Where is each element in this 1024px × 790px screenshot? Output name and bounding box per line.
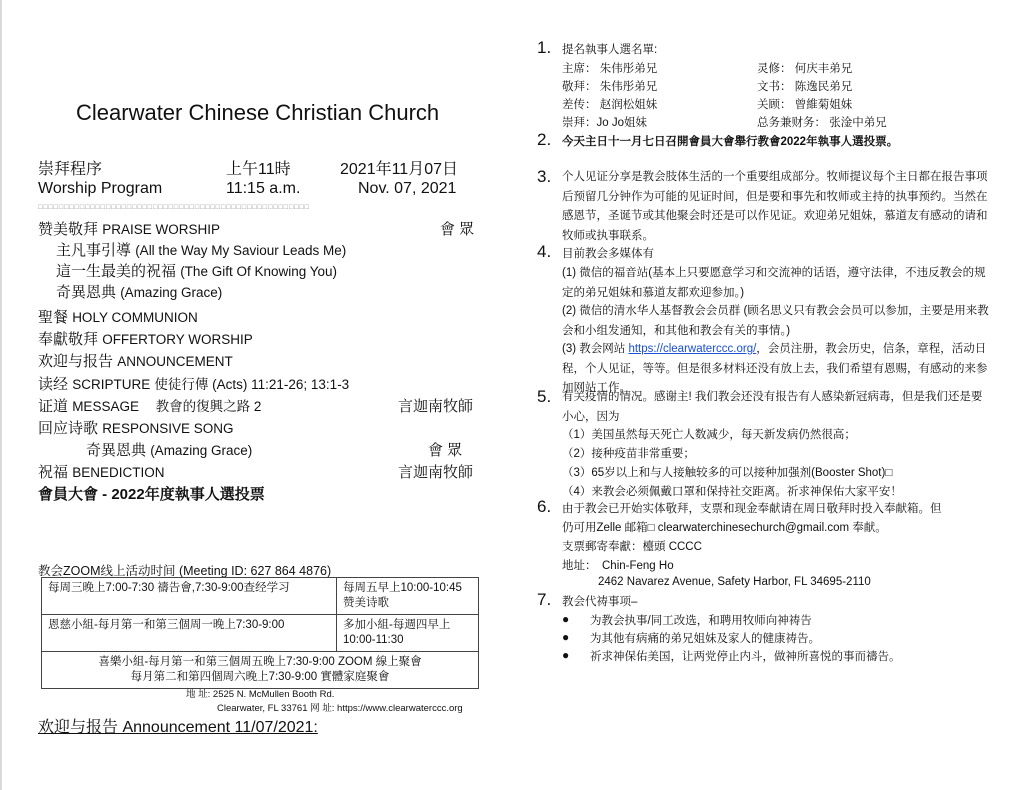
item-number: 5. bbox=[537, 387, 552, 406]
program-title-cn: 崇拜程序 bbox=[38, 161, 103, 178]
covid-point: （3）65岁以上和与人接触较多的可以接种加强剂(Booster Shot)□ bbox=[562, 467, 893, 479]
mail-address-street: 2462 Navarez Avenue, Safety Harbor, FL 34695-2110 bbox=[598, 576, 871, 588]
responsive-leader: 會 眾 bbox=[428, 442, 463, 459]
item-number: 4. bbox=[537, 242, 552, 261]
offering-check: 支票郵寄奉獻：檯頭 CCCC bbox=[562, 541, 702, 553]
divider: □□□□□□□□□□□□□□□□□□□□□□□□□□□□□□□□□□□□□□□□□□□□□□□□□□□□ bbox=[38, 204, 310, 211]
message: 证道 MESSAGE 教會的復興之路 2 bbox=[38, 398, 262, 415]
praise-worship: 赞美敬拜 PRAISE WORSHIP bbox=[38, 221, 220, 238]
bullet-icon: ● bbox=[562, 648, 570, 662]
nominee: 文书： 陈逸民弟兄 bbox=[757, 81, 853, 93]
table-cell: 恩慈小組-每月第一和第三個周一晚上7:30-9:00 bbox=[42, 615, 337, 652]
praise-leader: 會 眾 bbox=[440, 221, 475, 238]
nominee: 总务兼财务： 张淦中弟兄 bbox=[757, 117, 887, 129]
prayer-item: 为教会执事/同工改选，和聘用牧师向神祷告 bbox=[590, 615, 812, 627]
responsive-song-title: 奇異恩典 (Amazing Grace) bbox=[86, 442, 253, 459]
church-title: Clearwater Chinese Christian Church bbox=[76, 100, 440, 125]
covid-point: （4）来教会必须佩戴口罩和保持社交距离。祈求神保佑大家平安！ bbox=[562, 486, 902, 498]
benediction-speaker: 言迦南牧師 bbox=[398, 464, 474, 481]
address-line-2: Clearwater, FL 33761 网 址: https://www.clearwaterccc.org bbox=[217, 703, 463, 714]
offering-zelle: 仍可用Zelle 邮箱□ clearwaterchinesechurch@gmail.com 奉献。 bbox=[562, 522, 887, 534]
song-2: 這一生最美的祝福 (The Gift Of Knowing You) bbox=[56, 263, 338, 280]
message-speaker: 言迦南牧師 bbox=[398, 398, 474, 415]
testimony-paragraph: 个人见证分享是教会肢体生活的一个重要组成部分。牧师提议每个主日都在报告事项后预留几分钟作为可能的见证时间，但是要和事先和牧师或主持的执事预约。当然在感恩节，圣诞节或其他聚会时还是可以作见证。欢迎弟兄姐妹，慕道友有感动的请和牧师或执事联系。 bbox=[562, 171, 988, 242]
item-number: 1. bbox=[537, 38, 552, 57]
program-time-cn: 上午11時 bbox=[226, 161, 291, 178]
bullet-icon: ● bbox=[562, 612, 570, 626]
nominees-heading: 提名執事人選名單: bbox=[562, 44, 658, 56]
covid-intro: 有关疫情的情况。感谢主! 我们教会还没有报告有人感染新冠病毒，但是我们还是要小心，因为 bbox=[562, 391, 983, 423]
zoom-caption: 教会ZOOM线上活动时间 (Meeting ID: 627 864 4876) bbox=[38, 564, 332, 578]
offering-line: 由于教会已开始实体敬拜，支票和现金奉献请在周日敬拜时投入奉献箱。但 bbox=[562, 503, 942, 515]
song-3: 奇異恩典 (Amazing Grace) bbox=[56, 284, 223, 301]
prayer-item: 祈求神保佑美国，让两党停止内斗，做神所喜悦的事而禱告。 bbox=[590, 651, 901, 663]
nominee: 关顾： 曾維菊姐妹 bbox=[757, 99, 853, 111]
address-line-1: 地 址: 2525 N. McMullen Booth Rd. bbox=[186, 689, 335, 700]
responsive-song: 回应诗歌 RESPONSIVE SONG bbox=[38, 420, 234, 437]
table-cell: 多加小組-每週四早上 10:00-11:30 bbox=[337, 615, 479, 652]
table-row bbox=[42, 615, 479, 652]
page-fold-edge bbox=[0, 0, 2, 790]
program-time-en: 11:15 a.m. bbox=[226, 180, 301, 197]
mail-address-label: 地址： bbox=[562, 560, 597, 572]
members-meeting: 會員大會 - 2022年度執事人選投票 bbox=[38, 486, 265, 503]
item-number: 3. bbox=[537, 167, 552, 186]
nominee: 主席： 朱伟彤弟兄 bbox=[562, 63, 658, 75]
zoom-schedule-table bbox=[41, 577, 479, 689]
table-cell: 喜樂小組-每月第一和第三個周五晚上7:30-9:00 ZOOM 線上聚會 每月第二和第四個周六晚上7:30-9:00 實體家庭聚會 bbox=[42, 652, 479, 689]
holy-communion: 聖餐 HOLY COMMUNION bbox=[38, 309, 198, 326]
announcement: 欢迎与报告 ANNOUNCEMENT bbox=[38, 353, 233, 370]
offertory-worship: 奉獻敬拜 OFFERTORY WORSHIP bbox=[38, 331, 253, 348]
table-cell: 每周五早上10:00-10:45 赞美诗歌 bbox=[337, 578, 479, 615]
item-number: 2. bbox=[537, 130, 552, 149]
website-link[interactable]: https://clearwaterccc.org/ bbox=[628, 343, 757, 355]
prayer-heading: 教会代祷事项– bbox=[562, 596, 638, 608]
prayer-item: 为其他有病痛的弟兄姐妹及家人的健康祷告。 bbox=[590, 633, 820, 645]
table-cell: 每周三晚上7:00-7:30 禱告會,7:30-9:00查经学习 bbox=[42, 578, 337, 615]
covid-point: （1）美国虽然每天死亡人数减少，每天新发病仍然很高； bbox=[562, 429, 856, 441]
item-number: 7. bbox=[537, 590, 552, 609]
bullet-icon: ● bbox=[562, 630, 570, 644]
media-wechat-members: (2) 微信的清水华人基督教会会员群 (顾名思义只有教会会员可以参加，主要是用来教会和小组发通知，和其他和教会有关的事情。) bbox=[562, 305, 989, 337]
nominee: 差传： 赵润松姐妹 bbox=[562, 99, 658, 111]
announcement-heading: 欢迎与报告 Announcement 11/07/2021: bbox=[38, 719, 318, 736]
nominee: 崇拜：Jo Jo姐妹 bbox=[562, 117, 647, 129]
program-date-cn: 2021年11月07日 bbox=[340, 161, 459, 178]
media-website: (3) 教会网站 https://clearwaterccc.org/，会员注册，教会历史，信条，章程，活动日程，个人见证，等等。但是很多材料还没有放上去，我们希望有恩赐，有感动的来参加网站工作。 bbox=[562, 343, 988, 394]
benediction: 祝福 BENEDICTION bbox=[38, 464, 165, 481]
meeting-notice: 今天主日十一月七日召開會員大會舉行教會2022年執事人選投票。 bbox=[562, 136, 899, 148]
mail-address-name: Chin-Feng Ho bbox=[602, 560, 674, 572]
table-row bbox=[42, 578, 479, 615]
song-1: 主凡事引導 (All the Way My Saviour Leads Me) bbox=[56, 242, 347, 259]
item-number: 6. bbox=[537, 497, 552, 516]
nominee: 灵修： 何庆丰弟兄 bbox=[757, 63, 853, 75]
media-heading: 目前教会多媒体有 bbox=[562, 248, 654, 260]
program-date-en: Nov. 07, 2021 bbox=[358, 180, 457, 197]
table-row bbox=[42, 652, 479, 689]
program-title-en: Worship Program bbox=[38, 180, 163, 197]
covid-point: （2）接种疫苗非常重要； bbox=[562, 448, 695, 460]
scripture: 读经 SCRIPTURE 使徒行傳 (Acts) 11:21-26; 13:1-3 bbox=[38, 376, 350, 393]
nominee: 敬拜： 朱伟彤弟兄 bbox=[562, 81, 658, 93]
media-wechat-gospel: (1) 微信的福音站(基本上只要愿意学习和交流神的话语，遵守法律，不违反教会的规定的弟兄姐妹和慕道友都欢迎参加。) bbox=[562, 267, 986, 299]
